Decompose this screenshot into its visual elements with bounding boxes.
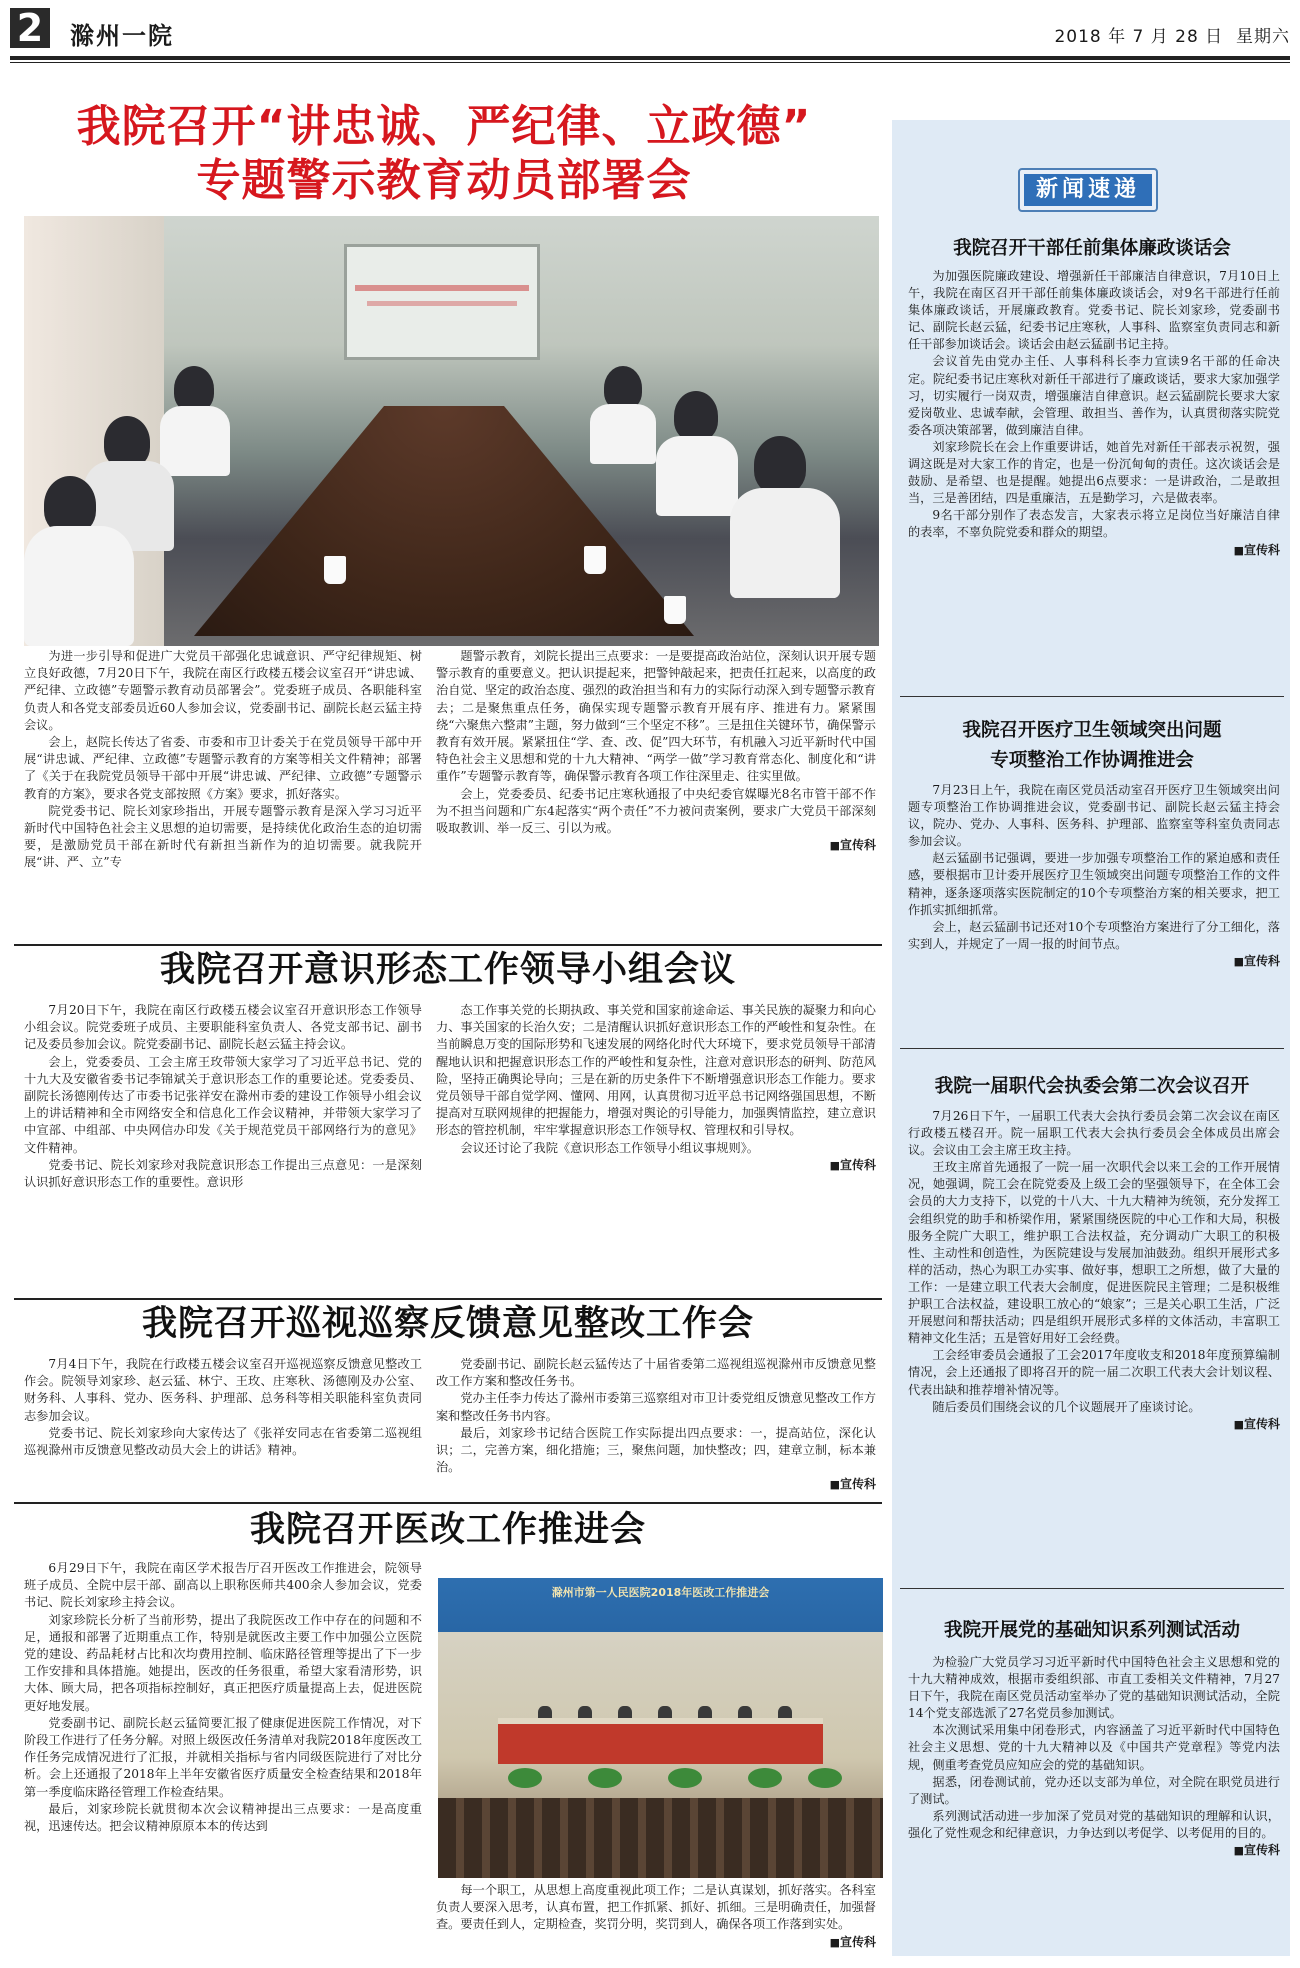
- lead-title-line2: 专题警示教育动员部署会: [196, 155, 692, 206]
- inspection-para: 最后，刘家珍书记结合医院工作实际提出四点要求：一，提高站位，深化认识；二，完善方案，细化措施；三，聚焦问题，加快整改；四，建章立制，标本兼治。: [436, 1425, 876, 1475]
- reform-para: 党委副书记、副院长赵云猛简要汇报了健康促进医院工作情况，对下阶段工作进行了任务分解。对照上级医改任务清单对我院2018年度医改工作任务完成情况进行了汇报，并就相关指标与省内同级医院进行了对比分析。会上还通报了2018年上半年安徽省医疗质量安全检查结果和2018年第一季度临床路径管理工作检查结果。: [24, 1715, 422, 1799]
- inspection-col1: [24, 1356, 422, 1459]
- sidebar-item-title: 专项整治工作协调推进会: [990, 750, 1194, 771]
- ideology-para: 党委书记、院长刘家珍对我院意识形态工作提出三点意见：一是深刻认识抓好意识形态工作的重要性。意识形: [24, 1157, 422, 1190]
- sidebar-item-title: 我院开展党的基础知识系列测试活动: [943, 1620, 1240, 1641]
- sidebar-divider: [900, 696, 1284, 697]
- inspection-para: 党委书记、院长刘家珍向大家传达了《张祥安同志在省委第二巡视组巡视滁州市反馈意见整改动员大会上的讲话》精神。: [24, 1425, 422, 1458]
- ideology-col1: [24, 1002, 422, 1191]
- sidebar-item-body: [908, 1654, 1280, 1859]
- lead-para: 会上，党委委员、纪委书记庄寒秋通报了中央纪委官媒曝光8名市管干部不作为不担当问题和广东4起落实“两个责任”不力被问责案例，要求广大党员干部深刻吸取教训、举一反三、引以为戒。: [436, 786, 876, 836]
- reform-para: 刘家珍院长分析了当前形势，提出了我院医改工作中存在的问题和不足，通报和部署了近期重点工作，特别是就医改主要工作中加强公立医院党的建设、药品耗材占比和次均费用控制、临床路径管理等提出了下一步工作安排和具体措施。她提出，医改的任务很重，希望大家看清形势，识大体、顾大局，把各项指标控制好，真正把医疗质量提高上去，促进医院更好地发展。: [24, 1612, 422, 1713]
- inspection-para: 7月4日下午，我院在行政楼五楼会议室召开巡视巡察反馈意见整改工作会。院领导刘家珍、赵云猛、林宁、王玫、庄寒秋、汤德刚及办公室、财务科、人事科、党办、医务科、护理部、总务科等相关职能科室负责同志参加会议。: [24, 1357, 422, 1423]
- sidebar-para: 工会经审委员会通报了工会2017年度收支和2018年度预算编制情况，会上还通报了即将召开的院一届二次职工代表大会计划议程、代表出缺和推荐增补情况等。: [908, 1348, 1280, 1397]
- sidebar-para: 7月23日上午，我院在南区党员活动室召开医疗卫生领域突出问题专项整治工作协调推进会议，党委副书记、副院长赵云猛主持会议，院办、党办、人事科、医务科、护理部、监察室等科室负责同志参加会议。: [908, 783, 1280, 849]
- ideology-col2: [436, 1002, 876, 1174]
- sidebar-para: 本次测试采用集中闭卷形式，内容涵盖了习近平新时代中国特色社会主义思想、党的十九大精神以及《中国共产党章程》等党内法规，侧重考查党员应知应会的党的基础知识。: [908, 1723, 1280, 1772]
- sidebar-para: 赵云猛副书记强调，要进一步加强专项整治工作的紧迫感和责任感，要根据市卫计委开展医疗卫生领域突出问题专项整治工作的文件精神，逐条逐项落实医院制定的10个专项整治方案的相关要求，把工作抓实抓细抓常。: [908, 851, 1280, 917]
- ideology-signature: ■ 宣传科: [436, 1157, 876, 1174]
- reform-para: 最后，刘家珍院长就贯彻本次会议精神提出三点要求：一是高度重视，迅速传达。把会议精神原原本本的传达到: [24, 1801, 422, 1834]
- sidebar-para: 系列测试活动进一步加深了党员对党的基础知识的理解和认识，强化了党性观念和纪律意识，力争达到以考促学、以考促用的目的。: [908, 1808, 1280, 1840]
- section-divider: [14, 944, 882, 946]
- sidebar-para: 随后委员们围绕会议的几个议题展开了座谈讨论。: [932, 1399, 1201, 1414]
- inspection-para: 党办主任李力传达了滁州市委第三巡察组对市卫计委党组反馈意见整改工作方案和整改任务书内容。: [436, 1391, 876, 1423]
- sidebar-para: 7月26日下午，一届职工代表大会执行委员会第二次会议在南区行政楼五楼召开。院一届职工代表大会执行委员会全体成员出席会议。会议由工会主席王玫主持。: [908, 1109, 1280, 1158]
- lead-title-line1: 我院召开“讲忠诚、严纪律、立政德”: [76, 101, 812, 152]
- lead-col2: [436, 648, 876, 854]
- inspection-signature: ■ 宣传科: [436, 1476, 876, 1493]
- section-name: 滁州一院: [70, 22, 174, 50]
- section-divider: [14, 1502, 882, 1504]
- inspection-col2: [436, 1356, 876, 1494]
- sidebar-divider: [900, 1048, 1284, 1049]
- ideology-para: 会议还讨论了我院《意识形态工作领导小组议事规则》。: [460, 1140, 759, 1155]
- sidebar-para: 为检验广大党员学习习近平新时代中国特色社会主义思想和党的十九大精神成效，根据市委组织部、市直工委相关文件精神，7月27日下午，我院在南区党员活动室举办了党的基础知识测试活动，全院14个党支部选派了27名党员参加测试。: [908, 1655, 1280, 1721]
- photo-stage: [498, 1718, 823, 1764]
- header-rule: [10, 56, 1290, 60]
- lead-para: 会上，赵院长传达了省委、市委和市卫计委关于在党员领导干部中开展“讲忠诚、严纪律、立政德”专题警示教育的方案等相关文件精神；部署了《关于在我院党员领导干部中开展“讲忠诚、严纪律、立政德”专题警示教育的方案》，要求各党支部按照《方案》要求，抓好落实。: [24, 735, 422, 801]
- sidebar-signature: ■ 宣传科: [908, 1842, 1280, 1859]
- reform-meeting-photo: [438, 1578, 883, 1878]
- reform-signature: ■ 宣传科: [436, 1934, 876, 1951]
- sidebar-item-body: [908, 1108, 1280, 1433]
- sidebar-signature: ■ 宣传科: [908, 542, 1280, 559]
- section-divider: [14, 1298, 882, 1300]
- news-flash-label: 新闻速递: [1024, 174, 1152, 206]
- sidebar-para: 会上，赵云猛副书记还对10个专项整治方案进行了分工细化，落实到人，并规定了一周一报的时间节点。: [908, 919, 1280, 951]
- sidebar-signature: ■ 宣传科: [908, 1416, 1280, 1433]
- reform-title: 我院召开医改工作推进会: [249, 1510, 646, 1550]
- ideology-para: 会上，党委委员、工会主席王玫带领大家学习了习近平总书记、党的十九大及安徽省委书记李锦斌关于意识形态工作的重要论述。党委委员、副院长汤德刚传达了市委书记张祥安在滁州市委的建设工作领导小组会议上的讲话精神和全市网络安全和信息化工作会议精神，并带领大家学习了中宣部、中组部、中央网信办印发《关于规范党员干部网络行为的意见》文件精神。: [24, 1054, 422, 1155]
- news-flash-tag: [1018, 168, 1158, 212]
- sidebar-item-title: 我院召开干部任前集体廉政谈话会: [953, 238, 1231, 259]
- photo-screen: [344, 244, 540, 360]
- lead-para: 题警示教育，刘院长提出三点要求：一是要提高政治站位，深刻认识开展专题警示教育的重要意义。把认识提起来，把警钟敲起来，把责任扛起来，以高度的政治自觉、坚定的政治态度、强烈的政治担当和有力的实际行动深入到专题警示教育去；二是聚焦重点任务，确保实现专题警示教育开展有序、推进有力。紧紧围绕“六聚焦六整肃”主题，努力做到“三个坚定不移”。三是扭住关键环节，确保警示教育有效开展。紧紧扭住“学、查、改、促”四大环节，有机融入习近平新时代中国特色社会主义思想和党的十九大精神、“两学一做”学习教育常态化、制度化和“讲重作”专题警示教育等，确保警示教育各项工作往深里走、往实里做。: [436, 649, 876, 784]
- issue-date: [1054, 22, 1290, 47]
- lead-col1: [24, 648, 422, 872]
- sidebar-item-body: [908, 782, 1280, 970]
- photo-audience: [438, 1798, 883, 1878]
- reform-para: 每一个职工，从思想上高度重视此项工作；二是认真谋划，抓好落实。各科室负责人要深入思考，认真布置，把工作抓紧、抓好、抓细。三是明确责任，加强督查。要责任到人，定期检查，奖罚分明，奖罚到人，确保各项工作落到实处。: [436, 1883, 876, 1932]
- lead-para: 为进一步引导和促进广大党员干部强化忠诚意识、严守纪律规矩、树立良好政德，7月20日下午，我院在南区行政楼五楼会议室召开“讲忠诚、严纪律、立政德”专题警示教育动员部署会”。党委班子成员、各职能科室负责人和各党支部委员近60人参加会议，党委副书记、副院长赵云猛主持会议。: [24, 649, 422, 732]
- photo-banner-text: 滁州市第一人民医院2018年医改工作推进会: [551, 1586, 770, 1599]
- sidebar-para: 会议首先由党办主任、人事科科长李力宣读9名干部的任命决定。院纪委书记庄寒秋对新任干部进行了廉政谈话，要求大家加强学习，切实履行一岗双责，增强廉洁自律意识。赵云猛副院长要求大家爱岗敬业、忠诚奉献，会管理、敢担当、善作为，认真贯彻落实院党委各项决策部署，做到廉洁自律。: [908, 354, 1280, 437]
- sidebar-signature: ■ 宣传科: [908, 953, 1280, 970]
- lead-signature: ■ 宣传科: [436, 837, 876, 854]
- weekday-text: 星期六: [1236, 27, 1290, 47]
- sidebar-para: 为加强医院廉政建设、增强新任干部廉洁自律意识，7月10日上午，我院在南区召开干部任前集体廉政谈话会，对9名干部进行任前集体廉政谈话，开展廉政教育。党委书记、院长刘家珍，党委副书记、副院长赵云猛，纪委书记庄寒秋，人事科、监察室负责同志和新任干部参加谈话会。谈话会由赵云猛副书记主持。: [908, 269, 1280, 352]
- lead-para: 院党委书记、院长刘家珍指出，开展专题警示教育是深入学习习近平新时代中国特色社会主义思想的迫切需要，是持续优化政治生态的迫切需要，是激励党员干部在新时代有新担当新作为的迫切需要。就我院开展“讲、严、立”专: [24, 803, 422, 870]
- sidebar-para: 王玫主席首先通报了一院一届一次职代会以来工会的工作开展情况，她强调，院工会在院党委及上级工会的坚强领导下，在全体工会会员的大力支持下，以党的十八大、十九大精神为统领，充分发挥工会组织党的助手和桥梁作用，紧紧围绕医院的中心工作和大局，积极服务全院广大职工，维护职工合法权益，充分调动广大职工的积极性、主动性和创造性，为医院建设与发展加油鼓劲。组织开展形式多样的活动，热心为职工办实事、做好事，想职工之所想，做了大量的工作：一是建立职工代表大会制度，促进医院民主管理；二是积极维护职工合法权益，建设职工放心的“娘家”；三是关心职工生活，广泛开展慰问和帮扶活动；四是组织开展形式多样的文体活动，丰富职工精神文化生活；五是管好用好工会经费。: [908, 1160, 1280, 1346]
- sidebar-para: 9名干部分别作了表态发言，大家表示将立足岗位当好廉洁自律的表率，不辜负院党委和群众的期望。: [908, 508, 1280, 540]
- inspection-para: 党委副书记、副院长赵云猛传达了十届省委第二巡视组巡视滁州市反馈意见整改工作方案和整改任务书。: [436, 1357, 876, 1389]
- sidebar-item-title: 我院召开医疗卫生领域突出问题: [962, 720, 1222, 741]
- meeting-photo: [24, 216, 879, 646]
- ideology-para: 7月20日下午，我院在南区行政楼五楼会议室召开意识形态工作领导小组会议。院党委班子成员、主要职能科室负责人、各党支部书记、副书记及委员参加会议。院党委副书记、副院长赵云猛主持会议。: [24, 1003, 422, 1052]
- inspection-title: 我院召开巡视巡察反馈意见整改工作会: [141, 1304, 754, 1344]
- sidebar-item-body: [908, 268, 1280, 559]
- sidebar-item-title: 我院一届职代会执委会第二次会议召开: [934, 1076, 1250, 1097]
- ideology-para: 态工作事关党的长期执政、事关党和国家前途命运、事关民族的凝聚力和向心力、事关国家的长治久安；二是清醒认识抓好意识形态工作的严峻性和复杂性。在当前瞬息万变的国际形势和飞速发展的网络化时代大环境下，要求党员领导干部清醒地认识和把握意识形态工作的严峻性和复杂性，注意对意识形态的研判、防范风险，坚持正确舆论导向；三是在新的历史条件下不断增强意识形态工作能力。要求党员领导干部自觉学网、懂网、用网，认真贯彻习近平总书记网络强国思想，不断提高对互联网规律的把握能力，增强对舆论的引导能力，加强舆情监控，建立意识形态的管控机制，牢牢掌握意识形态工作领导权、管理权和引导权。: [436, 1003, 876, 1138]
- sidebar-divider: [900, 1588, 1284, 1589]
- reform-col1: [24, 1560, 422, 1835]
- sidebar-para: 刘家珍院长在会上作重要讲话，她首先对新任干部表示祝贺，强调这既是对大家工作的肯定，也是一份沉甸甸的责任。这次谈话会是鼓励、是希望、也是提醒。她提出6点要求：一是讲政治，二是敢担当，三是善团结，四是重廉洁，五是勤学习，六是做表率。: [908, 439, 1280, 506]
- page-number: 2: [10, 8, 50, 48]
- reform-col2: [436, 1882, 876, 1951]
- ideology-title: 我院召开意识形态工作领导小组会议: [159, 950, 736, 990]
- date-text: 2018 年 7 月 28 日: [1054, 27, 1224, 47]
- sidebar-para: 据悉，闭卷测试前，党办还以支部为单位，对全院在职党员进行了测试。: [908, 1774, 1280, 1806]
- reform-para: 6月29日下午，我院在南区学术报告厅召开医改工作推进会，院领导班子成员、全院中层干部、副高以上职称医师共400余人参加会议，党委书记、院长刘家珍主持会议。: [24, 1561, 422, 1610]
- header-rule-thin: [10, 62, 1290, 63]
